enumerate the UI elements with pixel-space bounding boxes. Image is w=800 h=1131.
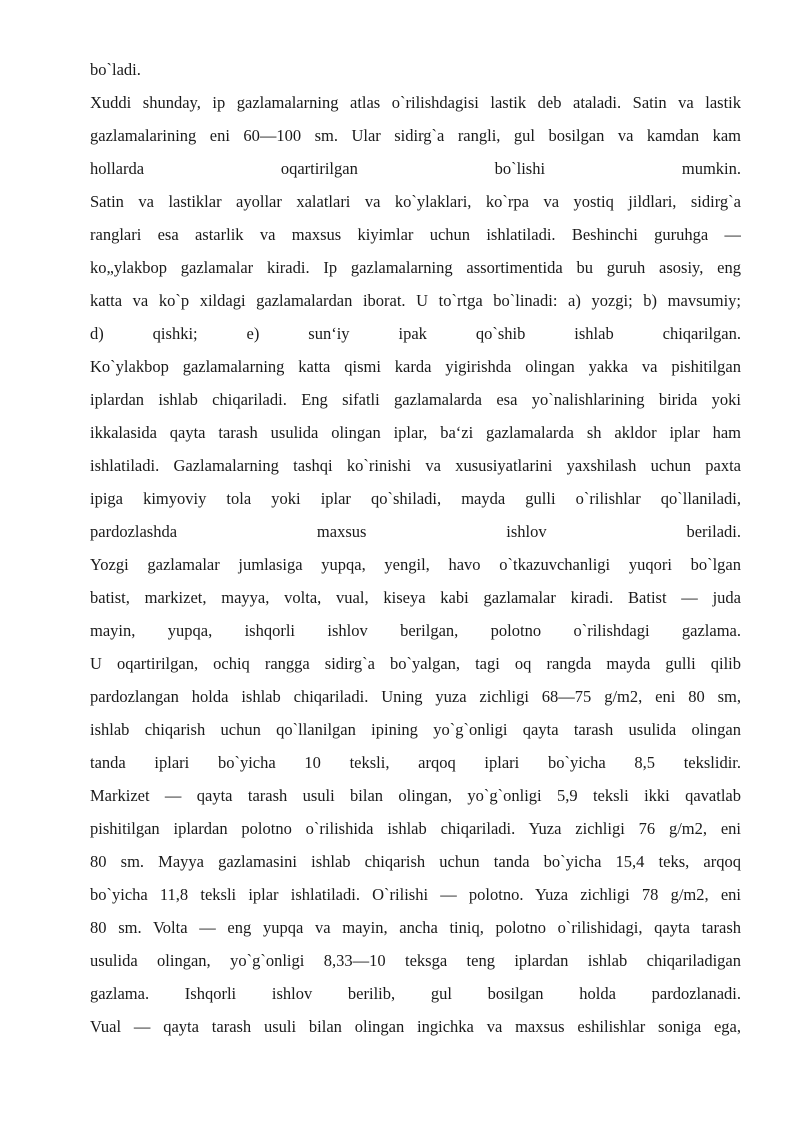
- text-line: ranglari esa astarlik va maxsus kiyimlar uchun ishlatiladi. Beshinchi guruhga —: [90, 225, 741, 244]
- text-line: U oqartirilgan, ochiq rangga sidirg`a bo`yalgan, tagi oq rangda mayda gulli qilib: [90, 654, 741, 673]
- text-line: Vual — qayta tarash usuli bilan olingan ingichka va maxsus eshilishlar soniga ega,: [90, 1017, 741, 1036]
- text-line: tanda iplari bo`yicha 10 teksli, arqoq iplari bo`yicha 8,5 tekslidir.: [90, 753, 741, 772]
- text-line: pishitilgan iplardan polotno o`rilishida ishlab chiqariladi. Yuza zichligi 76 g/m2, eni: [90, 819, 741, 838]
- text-line: bo`ladi.: [90, 60, 141, 79]
- text-line: Xuddi shunday, ip gazlamalarning atlas o`rilishdagisi lastik deb ataladi. Satin va lastik: [90, 93, 741, 112]
- text-line: usulida olingan, yo`g`onligi 8,33—10 teksga teng iplardan ishlab chiqariladigan: [90, 951, 741, 970]
- text-line: pardozlashda maxsus ishlov beriladi.: [90, 522, 741, 541]
- text-line: mayin, yupqa, ishqorli ishlov berilgan, polotno o`rilishdagi gazlama.: [90, 621, 741, 640]
- text-line: Satin va lastiklar ayollar xalatlari va ko`ylaklari, ko`rpa va yostiq jildlari, sidirg`a: [90, 192, 741, 211]
- text-line: ishlatiladi. Gazlamalarning tashqi ko`rinishi va xususiyatlarini yaxshilash uchun paxta: [90, 456, 741, 475]
- text-line: 80 sm. Mayya gazlamasini ishlab chiqarish uchun tanda bo`yicha 15,4 teks, arqoq: [90, 852, 741, 871]
- text-line: ikkalasida qayta tarash usulida olingan iplar, ba‘zi gazlamalarda sh akldor iplar ham: [90, 423, 741, 442]
- text-line: Markizet — qayta tarash usuli bilan olingan, yo`g`onligi 5,9 teksli ikki qavatlab: [90, 786, 741, 805]
- text-line: gazlamalarining eni 60—100 sm. Ular sidirg`a rangli, gul bosilgan va kamdan kam: [90, 126, 741, 145]
- text-line: pardozlangan holda ishlab chiqariladi. Uning yuza zichligi 68—75 g/m2, eni 80 sm,: [90, 687, 741, 706]
- text-line: bo`yicha 11,8 teksli iplar ishlatiladi. O`rilishi — polotno. Yuza zichligi 78 g/m2, eni: [90, 885, 741, 904]
- text-line: hollarda oqartirilgan bo`lishi mumkin.: [90, 159, 741, 178]
- text-line: ipiga kimyoviy tola yoki iplar qo`shiladi, mayda gulli o`rilishlar qo`llaniladi,: [90, 489, 741, 508]
- text-line: katta va ko`p xildagi gazlamalardan iborat. U to`rtga bo`linadi: a) yozgi; b) mavsumiy;: [90, 291, 741, 310]
- text-line: Yozgi gazlamalar jumlasiga yupqa, yengil, havo o`tkazuvchanligi yuqori bo`lgan: [90, 555, 741, 574]
- text-line: Ko`ylakbop gazlamalarning katta qismi karda yigirishda olingan yakka va pishitilgan: [90, 357, 741, 376]
- text-line: batist, markizet, mayya, volta, vual, kiseya kabi gazlamalar kiradi. Batist — juda: [90, 588, 741, 607]
- text-line: gazlama. Ishqorli ishlov berilib, gul bosilgan holda pardozlanadi.: [90, 984, 741, 1003]
- text-line: ishlab chiqarish uchun qo`llanilgan ipining yo`g`onligi qayta tarash usulida olingan: [90, 720, 741, 739]
- text-line: d) qishki; e) sun‘iy ipak qo`shib ishlab chiqarilgan.: [90, 324, 741, 343]
- text-line: ko„ylakbop gazlamalar kiradi. Ip gazlamalarning assortimentida bu guruh asosiy, eng: [90, 258, 741, 277]
- text-line: 80 sm. Volta — eng yupqa va mayin, ancha tiniq, polotno o`rilishidagi, qayta tarash: [90, 918, 741, 937]
- text-line: iplardan ishlab chiqariladi. Eng sifatli gazlamalarda esa yo`nalishlarining birida yoki: [90, 390, 741, 409]
- document-page: [90, 53, 741, 1043]
